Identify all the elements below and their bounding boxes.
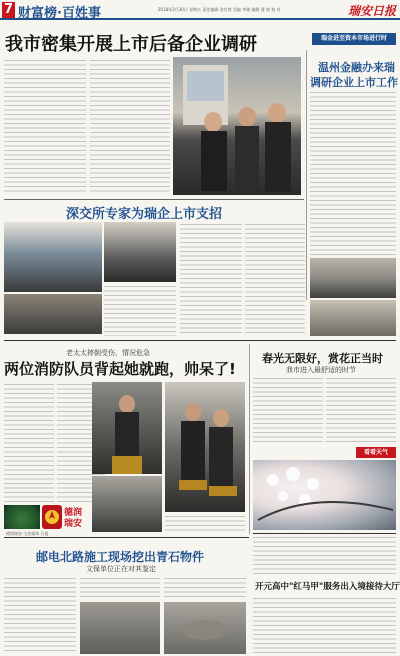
story3-photo-main [4,222,102,292]
story5-caption-block [253,535,396,575]
story4-photo-rescue [92,382,162,474]
story4-text-col3 [165,514,245,532]
story3-headline: 深交所专家为瑞企上市支招 [66,207,223,222]
story3-text-col2 [180,222,242,336]
story2-headline: 温州金融办来瑞 [318,61,395,74]
story4-headline: 两位消防队员背起她就跑，帅呆了! [4,360,236,378]
page-number: 7 [3,2,14,17]
story2-photo [310,258,396,298]
story2-headline-line2: 调研企业上市工作 [310,76,398,89]
story1-text-col2 [90,58,170,195]
story6-subtitle: 文保单位正在对其鉴定 [86,565,156,573]
story4-kicker: 老太太摔倒受伤，情况危急 [66,349,150,357]
fire-emblem-icon [42,505,62,529]
story5-photo-blossom [253,460,396,530]
story6-text-col3 [164,576,246,600]
story5-text-col2 [326,376,396,444]
story4-photo-right [165,382,245,512]
story1-headline: 我市密集开展上市后备企业调研 [5,34,257,55]
story2-photo-lower [310,300,396,336]
story1-photo [173,57,301,195]
story1-tag: 瑞金进至资本市场进行时 [312,33,396,45]
page-header [0,0,400,20]
story6-headline: 邮电北路施工现场挖出青石物件 [36,550,205,564]
story6-photo-left [80,602,160,654]
story4-photo-left [4,505,40,529]
issue-meta: 2018年3月30日 星期五 责任编辑 金红坡 美编 李雅 编辑 曹 使 校 对 [158,7,281,12]
story7-text [253,596,396,654]
story3-text-col3 [245,222,305,336]
story3-photo-center [104,222,176,282]
story3-photo-side [4,294,102,334]
story1-photo-figures [173,57,301,195]
story6-photo-right [164,602,246,654]
story4-photo-bottom [92,476,162,532]
story5-subtitle: 我市进入最舒适的时节 [286,366,356,374]
story7-headline: 开元高中"红马甲"服务出入境接待大厅 [255,582,400,592]
story5-text-col1 [253,376,323,444]
masthead-logo: 瑞安日报 [347,4,396,18]
story6-text-col2 [80,576,160,600]
story5-headline: 春光无限好，赏花正当时 [262,352,383,365]
story3-text-col1 [104,284,176,336]
fire-logo-text: 德润 [64,508,83,518]
fire-logo-text2: 瑞安 [64,519,83,529]
story6-text-col1 [4,576,76,654]
story4-text-col1 [4,382,54,502]
weather-badge: 看看天气 [356,447,396,458]
story1-text-col1 [4,58,86,195]
section-title: 财富榜·百姓事 [18,6,101,21]
fire-logo-subtitle: 德润瑞安·主流媒体 日报 [6,531,49,536]
story2-text [310,90,396,255]
